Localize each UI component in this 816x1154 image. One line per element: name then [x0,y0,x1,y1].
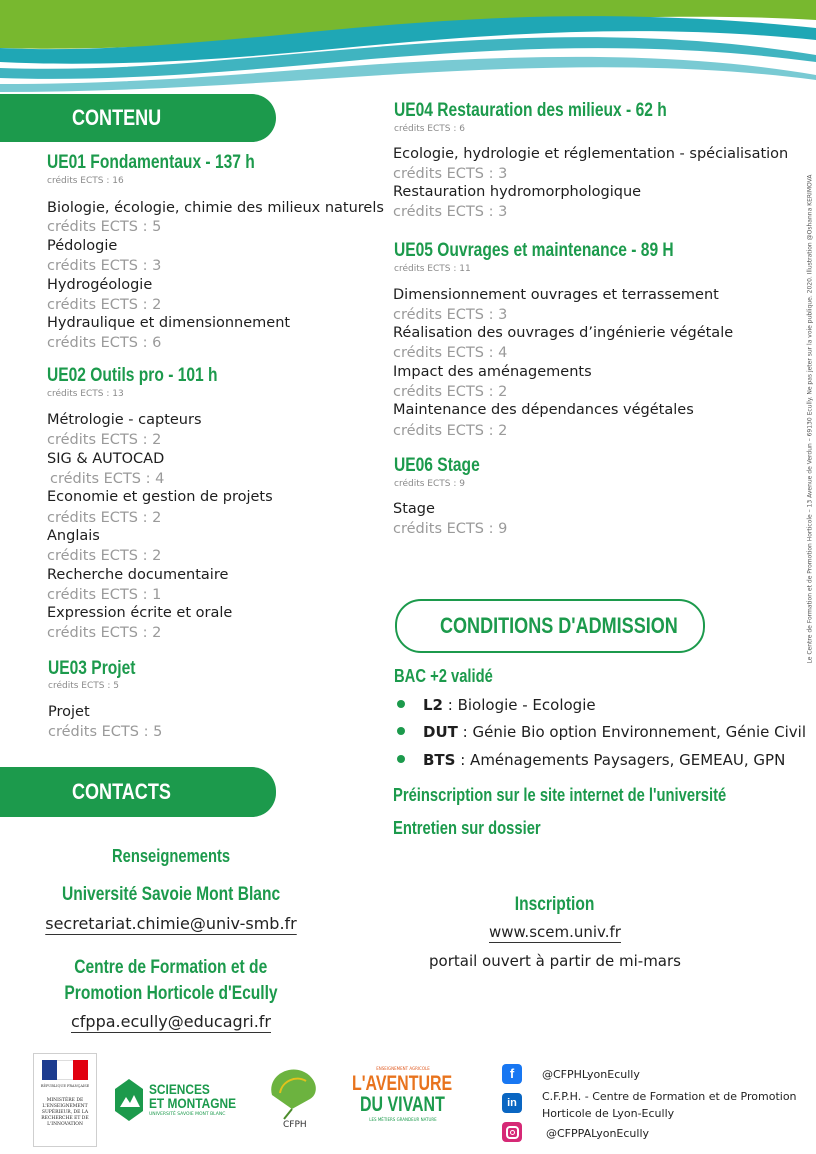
linkedin-icon[interactable]: in [502,1093,522,1113]
ginkgo-leaf-icon [262,1065,322,1120]
bullet-dot [397,727,405,735]
entretien-text: Entretien sur dossier [393,818,541,838]
side-legal-text: Le Centre de Formation et de Promotion Horticole – 13 Avenue de Verdun – 69130 Écully. Ne pas jeter sur la voie publique. 2020. Illustration @Oshanna KERIMOVA [806,174,814,664]
facebook-icon[interactable]: f [502,1064,522,1084]
ue05-title: UE05 Ouvrages et maintenance - 89 H [394,240,674,261]
inscription-title: Inscription [515,894,595,915]
course-credit: crédits ECTS : 1 [47,587,162,603]
admission-heading: CONDITIONS D'ADMISSION [440,613,678,638]
preinscription-text: Préinscription sur le site internet de l'université [393,785,727,805]
cfph-logo-text: CFPH [283,1120,307,1130]
course-credit: crédits ECTS : 2 [393,423,508,439]
course-credit: crédits ECTS : 2 [47,548,162,564]
aventure-bottom: LES MÉTIERS GRANDEUR NATURE [369,1117,437,1122]
cfph-email-link[interactable]: cfppa.ecully@educagri.fr [71,1012,271,1031]
course-credit: crédits ECTS : 2 [47,510,162,526]
aventure-line1: L'AVENTURE [352,1072,453,1095]
renseignements-wrap [0,846,342,867]
sm-line3: UNIVERSITÉ SAVOIE MONT BLANC [149,1112,226,1117]
cfph-name-line2: Promotion Horticole d'Ecully [64,983,278,1004]
course-credit: crédits ECTS : 3 [393,307,508,323]
ue03-title: UE03 Projet [48,658,136,679]
ministere-logo [33,1053,97,1147]
course-credit: crédits ECTS : 5 [47,219,162,235]
cfph-name-line1: Centre de Formation et de [74,957,268,978]
bac-requirement: BAC +2 validé [394,666,493,686]
sciences-montagne-icon [113,1077,145,1123]
french-flag-icon [42,1060,88,1080]
course-name: Recherche documentaire [47,567,229,583]
bullet-dot [397,700,405,708]
ue04-ects: crédits ECTS : 6 [394,124,465,134]
usmb-email-link[interactable]: secretariat.chimie@univ-smb.fr [45,914,297,933]
instagram-handle[interactable]: @CFPPALyonEcully [546,1127,650,1140]
ministere-text: MINISTÈRE DE L'ENSEIGNEMENT SUPÉRIEUR, DE LA RECHERCHE ET DE L'INNOVATION [41,1098,89,1127]
course-credit: crédits ECTS : 2 [47,297,162,313]
contenu-heading: CONTENU [72,105,162,130]
ue04-title: UE04 Restauration des milieux - 62 h [394,100,667,121]
instagram-icon[interactable] [502,1122,522,1142]
course-credit: crédits ECTS : 2 [393,384,508,400]
inscription-url-link[interactable]: www.scem.univ.fr [489,923,621,941]
sm-line1: SCIENCES [149,1081,210,1097]
contenu-header [0,94,276,142]
linkedin-line2[interactable]: Horticole de Lyon-Ecully [542,1107,675,1120]
ue02-ects: crédits ECTS : 13 [47,389,124,399]
ue05-ects: crédits ECTS : 11 [394,264,471,274]
ue01-title: UE01 Fondamentaux - 137 h [47,152,255,173]
requirement-dut: DUT : Génie Bio option Environnement, Génie Civil [423,723,807,741]
course-name: Réalisation des ouvrages d’ingénierie végétale [393,325,734,341]
facebook-handle[interactable]: @CFPHLyonEcully [542,1068,640,1081]
course-credit: crédits ECTS : 5 [48,724,163,740]
inscription-wrap [400,894,710,916]
inscription-url-wrap [400,922,710,941]
course-name: Projet [48,704,90,720]
header-wave-decoration [0,0,816,95]
ue02-title: UE02 Outils pro - 101 h [47,365,218,386]
course-credit: crédits ECTS : 3 [47,258,162,274]
course-name: Stage [393,501,435,517]
course-credit: crédits ECTS : 4 [393,345,508,361]
course-name: Hydraulique et dimensionnement [47,315,291,331]
contacts-heading: CONTACTS [72,779,171,804]
course-credit: crédits ECTS : 2 [47,625,162,641]
requirement-bts: BTS : Aménagements Paysagers, GEMEAU, GPN [423,751,786,769]
renseignements-title: Renseignements [111,846,231,866]
ue03-ects: crédits ECTS : 5 [48,681,119,691]
course-name: Pédologie [47,238,118,254]
republique-text: RÉPUBLIQUE FRANÇAISE [40,1084,90,1088]
course-name: SIG & AUTOCAD [47,451,165,467]
ue01-ects: crédits ECTS : 16 [47,176,124,186]
usmb-wrap [0,884,342,906]
requirement-l2: L2 : Biologie - Ecologie [423,696,596,714]
ue06-title: UE06 Stage [394,455,480,476]
course-name: Dimensionnement ouvrages et terrassement [393,287,719,303]
sm-line2: ET MONTAGNE [149,1095,237,1111]
aventure-du-vivant-logo [349,1066,457,1128]
cfph-email-wrap [0,1012,342,1031]
course-name: Economie et gestion de projets [47,489,273,505]
aventure-line2: DU VIVANT [360,1093,445,1116]
course-name: Maintenance des dépendances végétales [393,402,694,418]
linkedin-line1[interactable]: C.F.P.H. - Centre de Formation et de Promotion [542,1090,797,1103]
side-legal-note [803,160,816,678]
course-name: Hydrogéologie [47,277,153,293]
cfph-logo [262,1065,322,1135]
sciences-montagne-logo [113,1077,253,1127]
course-credit: crédits ECTS : 4 [50,471,165,487]
admission-header [395,599,705,653]
usmb-email-wrap [0,914,342,933]
aventure-top: ENSEIGNEMENT AGRICOLE [376,1066,430,1071]
cfph-wrap-2 [0,983,342,1005]
course-credit: crédits ECTS : 6 [47,335,162,351]
course-credit: crédits ECTS : 3 [393,204,508,220]
course-credit: crédits ECTS : 3 [393,166,508,182]
contacts-header [0,767,276,817]
course-name: Métrologie - capteurs [47,412,202,428]
course-name: Impact des aménagements [393,364,592,380]
inscription-note: portail ouvert à partir de mi-mars [429,952,681,970]
course-name: Restauration hydromorphologique [393,184,642,200]
course-credit: crédits ECTS : 2 [47,432,162,448]
course-credit: crédits ECTS : 9 [393,521,508,537]
ue06-ects: crédits ECTS : 9 [394,479,465,489]
course-name: Expression écrite et orale [47,605,233,621]
cfph-wrap-1 [0,957,342,979]
course-name: Biologie, écologie, chimie des milieux naturels [47,200,384,216]
course-name: Ecologie, hydrologie et réglementation - spécialisation [393,146,789,162]
usmb-name: Université Savoie Mont Blanc [61,884,281,905]
course-name: Anglais [47,528,100,544]
bullet-dot [397,755,405,763]
